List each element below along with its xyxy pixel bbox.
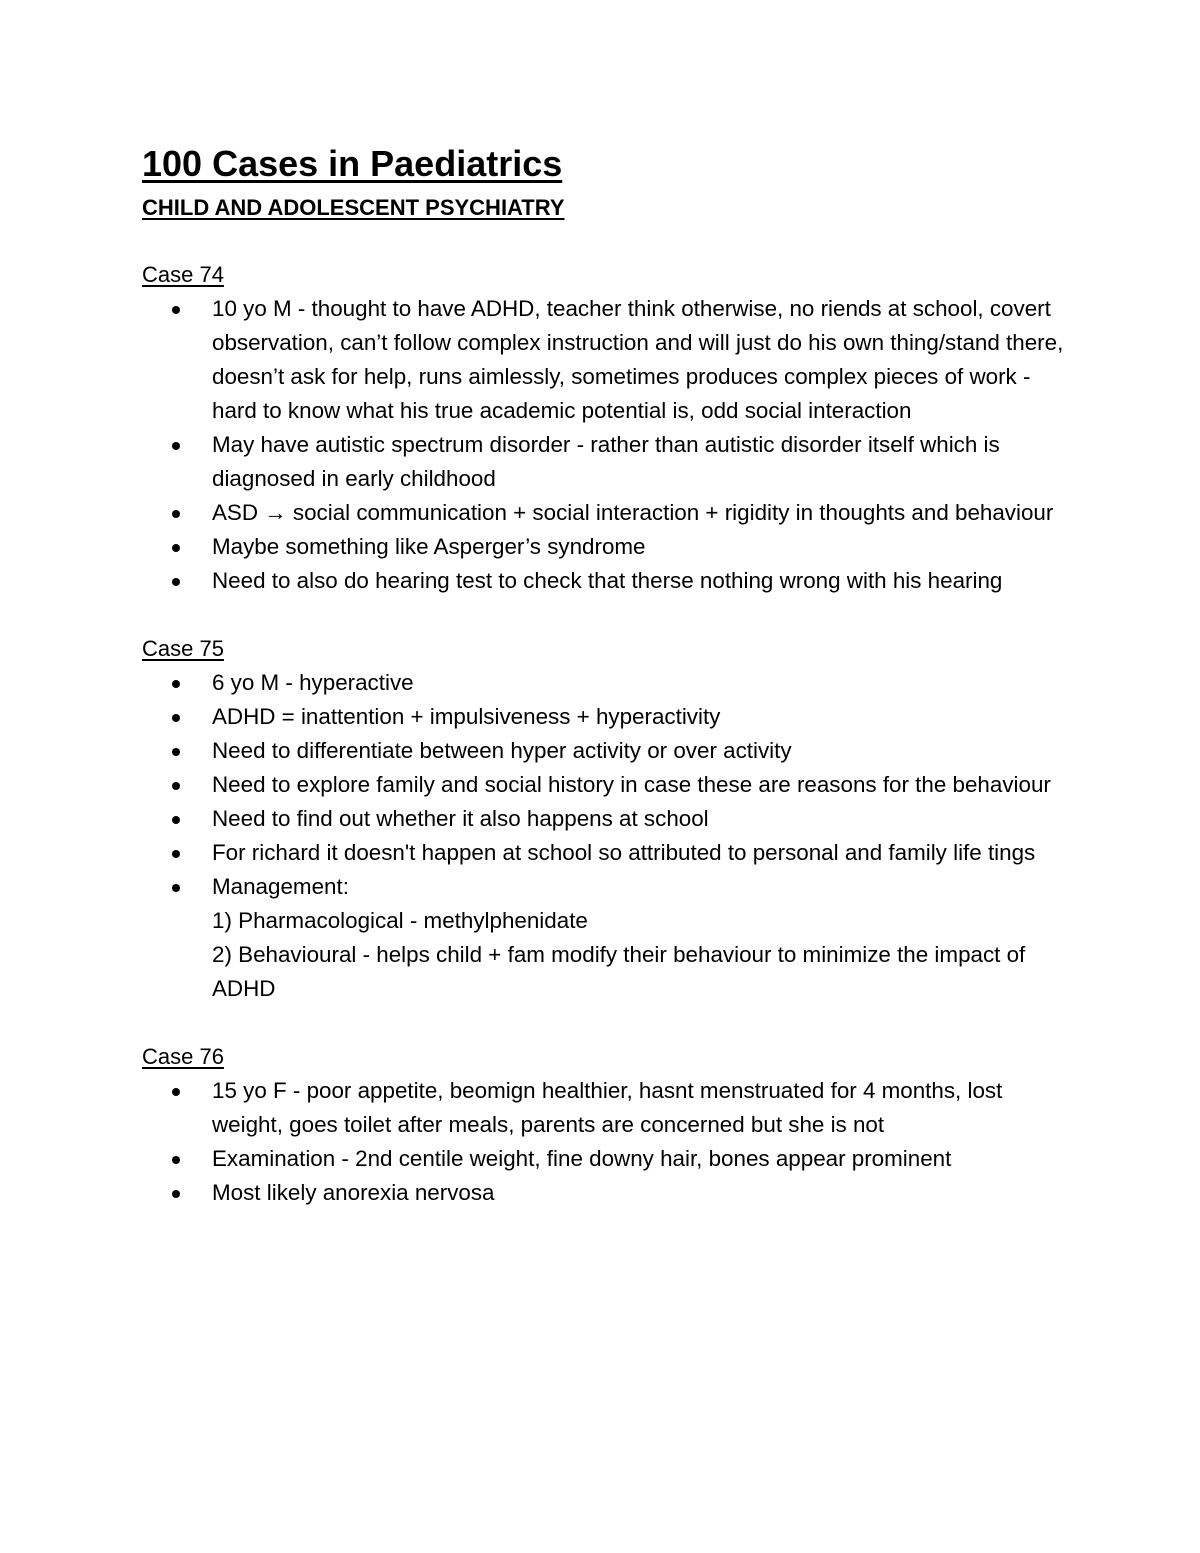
- bullet-list: [142, 1074, 1072, 1210]
- case-75-section: [142, 632, 1072, 1006]
- list-item: Need to also do hearing test to check that therse nothing wrong with his hearing: [142, 564, 1072, 598]
- list-item: Most likely anorexia nervosa: [142, 1176, 1072, 1210]
- list-item: Examination - 2nd centile weight, fine downy hair, bones appear prominent: [142, 1142, 1072, 1176]
- list-item: ADHD = inattention + impulsiveness + hyperactivity: [142, 700, 1072, 734]
- list-item: Need to explore family and social history in case these are reasons for the behaviour: [142, 768, 1072, 802]
- document-page: [142, 140, 1072, 1210]
- bullet-list: [142, 666, 1072, 1006]
- management-option: 2) Behavioural - helps child + fam modify their behaviour to minimize the impact of ADHD: [212, 942, 1026, 1001]
- list-item: Need to differentiate between hyper activity or over activity: [142, 734, 1072, 768]
- list-item: Maybe something like Asperger’s syndrome: [142, 530, 1072, 564]
- list-item: Need to find out whether it also happens at school: [142, 802, 1072, 836]
- document-title: 100 Cases in Paediatrics: [142, 143, 563, 184]
- section-title: CHILD AND ADOLESCENT PSYCHIATRY: [142, 195, 565, 220]
- list-item: 15 yo F - poor appetite, beomign healthier, hasnt menstruated for 4 months, lost weight, goes toilet after meals, parents are concerned but she is not: [142, 1074, 1072, 1142]
- management-item: [142, 870, 1072, 1006]
- management-label: Management:: [212, 874, 349, 899]
- list-item: 10 yo M - thought to have ADHD, teacher think otherwise, no riends at school, covert observation, can’t follow complex instruction and will just do his own thing/stand there, doesn’t ask for help, runs aimlessly, sometimes produces complex pieces of work - hard to know what his true academic potential is, odd social interaction: [142, 292, 1072, 428]
- list-item: ASD → social communication + social interaction + rigidity in thoughts and behaviour: [142, 496, 1072, 530]
- case-74-section: [142, 258, 1072, 598]
- case-heading: Case 74: [142, 262, 224, 287]
- case-heading: Case 75: [142, 636, 224, 661]
- management-option: 1) Pharmacological - methylphenidate: [212, 908, 588, 933]
- case-76-section: [142, 1040, 1072, 1210]
- bullet-list: [142, 292, 1072, 598]
- list-item: 6 yo M - hyperactive: [142, 666, 1072, 700]
- list-item: For richard it doesn't happen at school so attributed to personal and family life tings: [142, 836, 1072, 870]
- case-heading: Case 76: [142, 1044, 224, 1069]
- list-item: May have autistic spectrum disorder - rather than autistic disorder itself which is diagnosed in early childhood: [142, 428, 1072, 496]
